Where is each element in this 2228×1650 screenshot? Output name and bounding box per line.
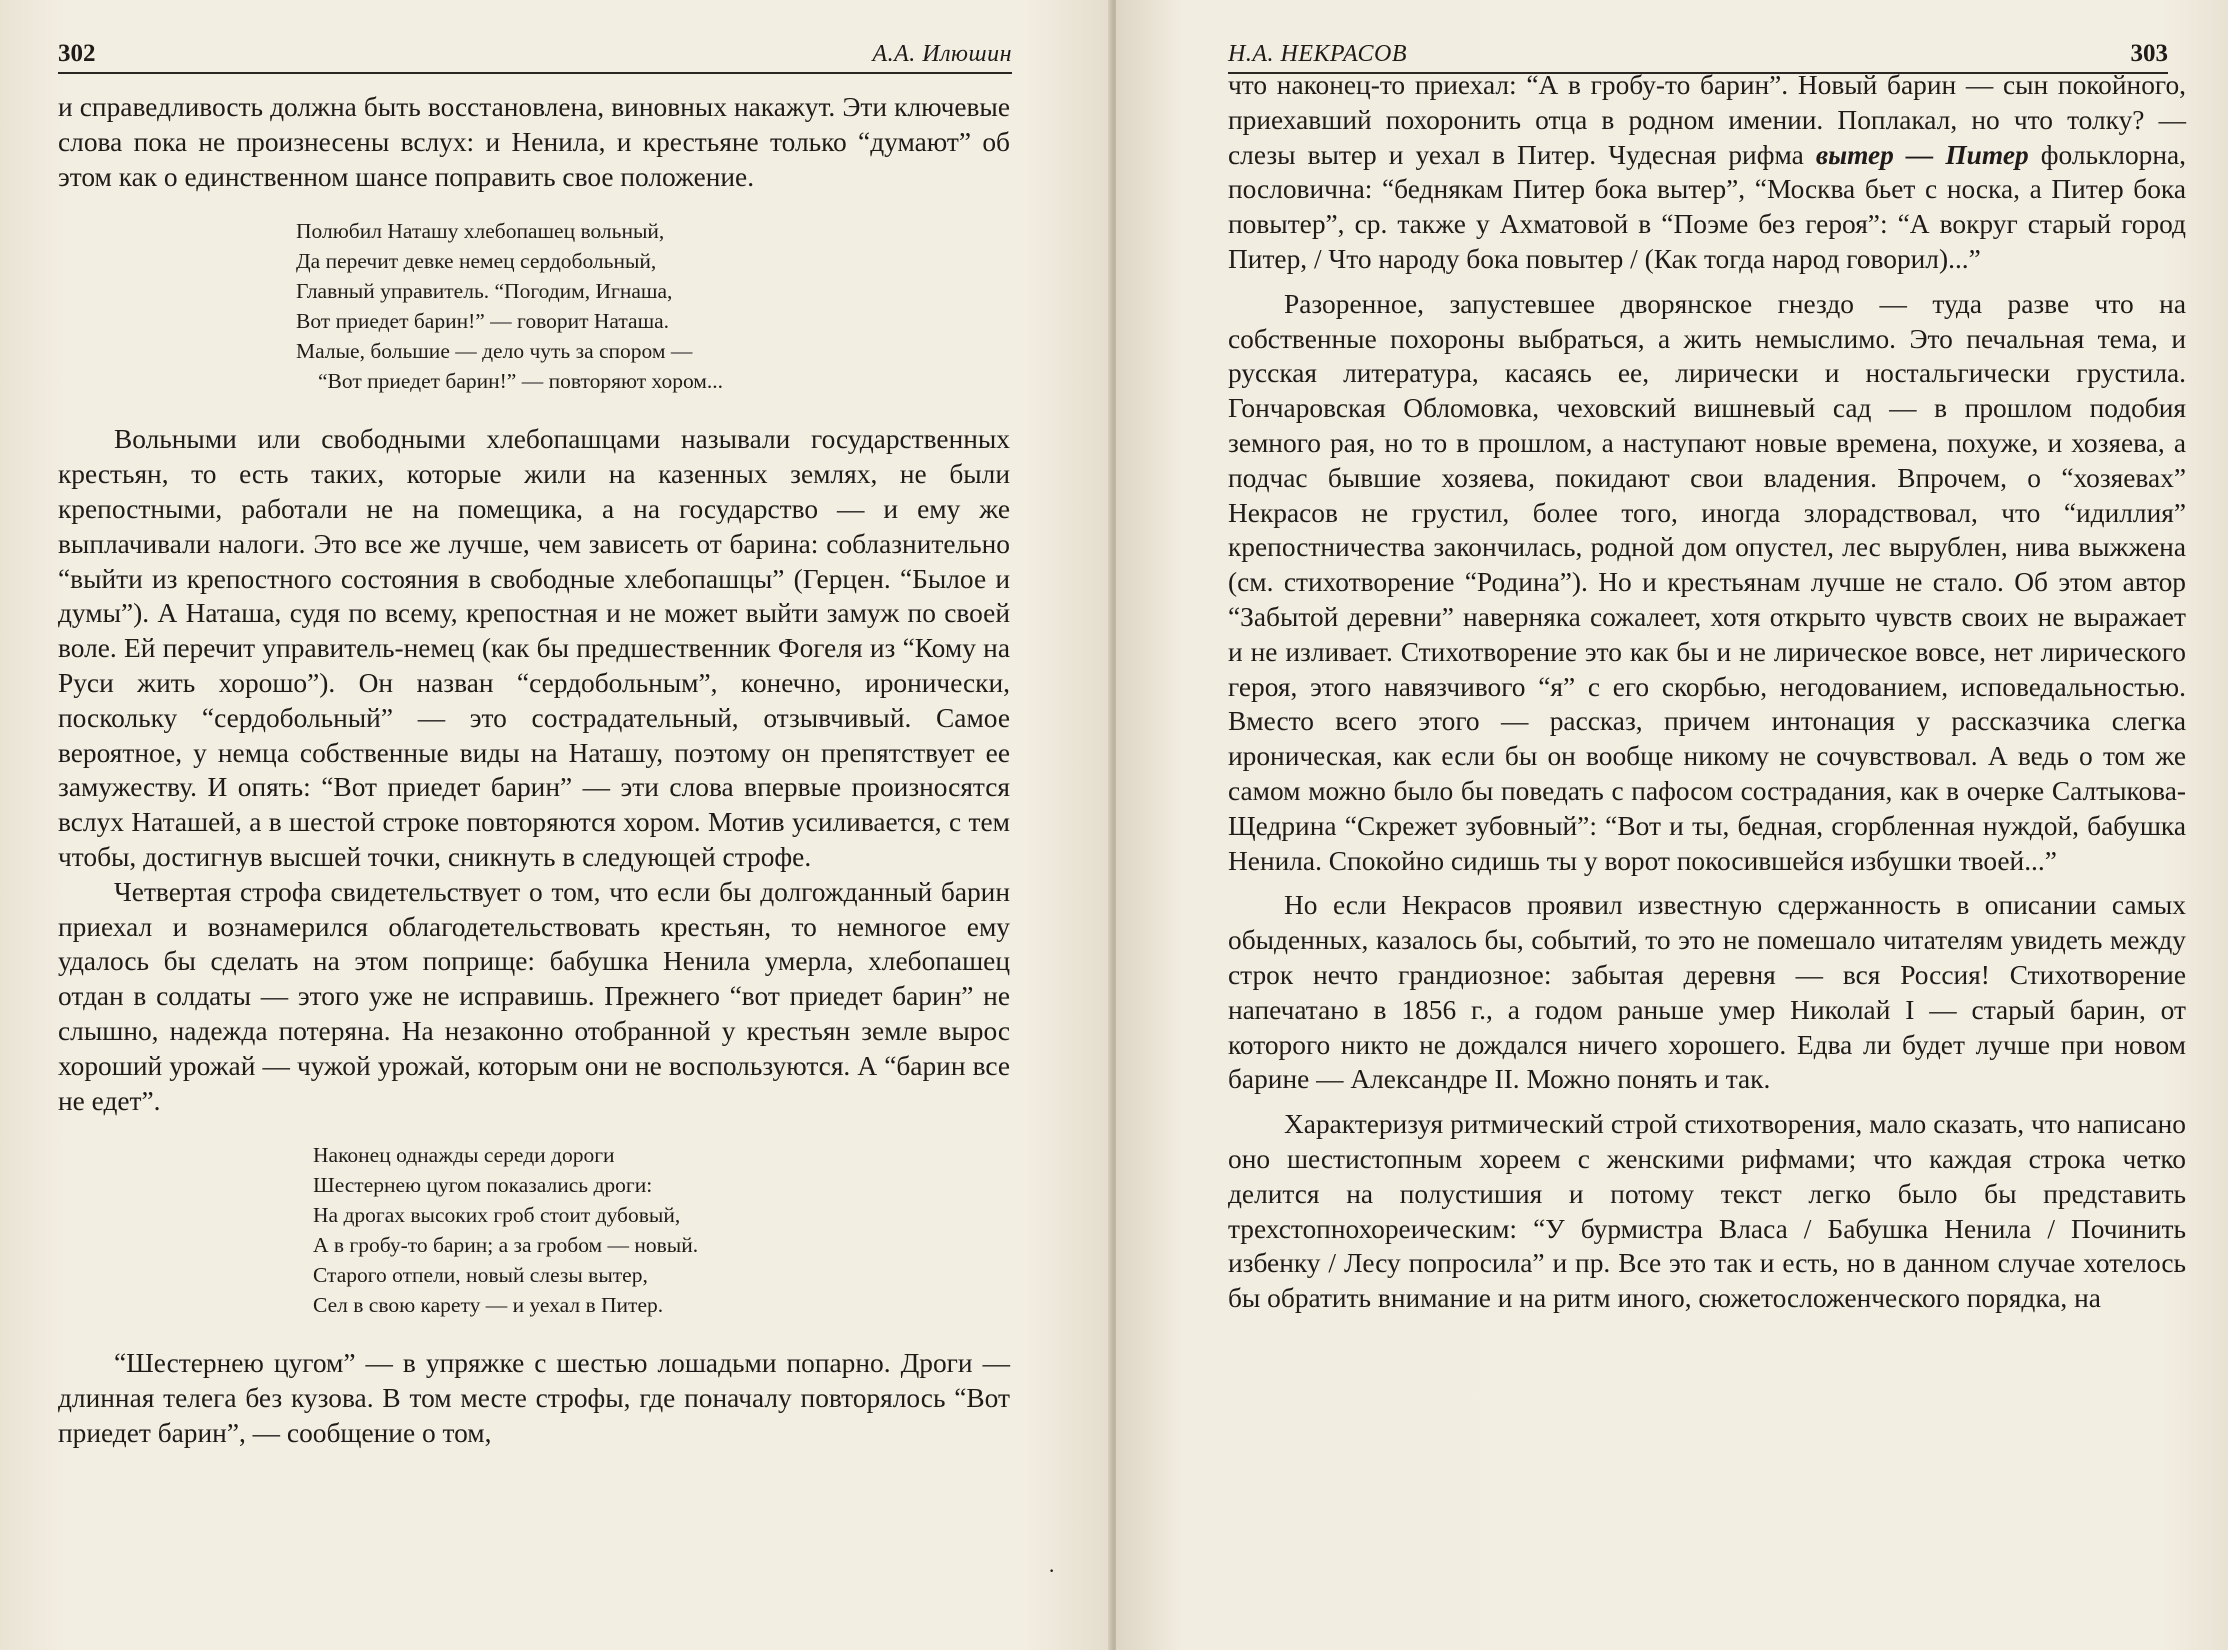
left-running-head bbox=[58, 28, 1012, 74]
poem-stanza-5 bbox=[313, 1140, 1010, 1320]
poem-line: Шестернею цугом показались дроги: bbox=[313, 1173, 653, 1198]
poem-line: Главный управитель. “Погодим, Игнаша, bbox=[296, 279, 673, 304]
poem-line: А в гробу-то барин; а за гробом — новый. bbox=[313, 1233, 699, 1258]
poem-line: Полюбил Наташу хлебопашец вольный, bbox=[296, 219, 665, 244]
left-page bbox=[0, 0, 1112, 1650]
right-paragraph-1 bbox=[1228, 68, 2186, 277]
poem-line: Сел в свою карету — и уехал в Питер. bbox=[313, 1293, 664, 1318]
margin-mark: · bbox=[1048, 1558, 1056, 1583]
poem-line: Старого отпели, новый слезы вытер, bbox=[313, 1263, 648, 1288]
emphasized-rhyme: вытер — Питер bbox=[1815, 139, 2029, 170]
right-paragraph-3: Но если Некрасов проявил известную сдержанность в описании самых обыденных, казалось бы, событий, то это не помешало читателям увидеть между строк нечто грандиозное: забытая деревня — вся Россия! Стихотворение напечатано в 1856 г., а годом раньше умер Николай I — старый барин, от которого никто не дождался ничего хорошего. Едва ли будет лучше при новом барине — Александре II. Можно понять и так. bbox=[1228, 890, 2186, 1095]
right-paragraph-2: Разоренное, запустевшее дворянское гнездо — туда разве что на собственные похороны выбраться, а жить немыслимо. Это печальная тема, и русская литература, касаясь ее, лирически и ностальгически грустила. Гончаровская Обломовка, чеховский вишневый сад — в прошлом подобия земного рая, но то в прошлом, а наступают новые времена, похуже, и хозяева, а подчас бывшие хозяева, покидают свои владения. Впрочем, о “хозяевах” Некрасов не грустил, более того, иногда злорадствовал, что “идиллия” крепостничества закончилась, родной дом опустел, лес вырублен, нива выжжена (см. стихотворение “Родина”). Но и крестьянам лучше не стало. Об этом автор “Забытой деревни” наверняка сожалеет, хотя открыто чувств своих не выражает и не изливает. Стихотворение это как бы и не лирическое вовсе, нет лирического героя, этого навязчивого “я” с его скорбью, негодованием, исповедальностью. Вместо всего этого — рассказ, причем интонация у рассказчика слегка ироническая, как если бы он вообще никому не сочувствовал. А ведь о том же самом можно было бы поведать с пафосом сострадания, как в очерке Салтыкова-Щедрина “Скрежет зубовный”: “Вот и ты, бедная, сгорбленная нуждой, бабушка Ненила. Спокойно сидишь ты у ворот покосившейся избушки твоей...” bbox=[1228, 288, 2186, 876]
paragraph-text: фольклорна, пословична: “беднякам Питер бока вытер”, “Москва бьет с носка, а Питер бока повытер”, ср. также у Ахматовой в “Поэме без героя”: “А вокруг старый город Питер, / Что народу бока повытер / (Как тогда народ говорил)...” bbox=[1228, 139, 2187, 274]
poem-line: Наконец однажды середи дороги bbox=[313, 1143, 615, 1168]
left-paragraph-1: и справедливость должна быть восстановлена, виновных накажут. Эти ключевые слова пока не произнесены вслух: и Ненила, и крестьяне только “думают” об этом как о единственном шансе поправить свое положение. bbox=[58, 92, 1010, 192]
right-page bbox=[1116, 0, 2228, 1650]
poem-line: “Вот приедет барин!” — повторяют хором... bbox=[318, 369, 724, 394]
poem-line: Да перечит девке немец сердобольный, bbox=[296, 249, 657, 274]
left-running-title: А.А. Илюшин bbox=[872, 41, 1012, 67]
poem-line: Вот приедет барин!” — говорит Наташа. bbox=[296, 309, 670, 334]
right-running-title: Н.А. НЕКРАСОВ bbox=[1228, 41, 1408, 67]
left-paragraph-2: Вольными или свободными хлебопашцами называли государственных крестьян, то есть таких, которые жили на казенных землях, не были крепостными, работали не на помещика, а на государство — и ему же выплачивали налоги. Это все же лучше, чем зависеть от барина: соблазнительно “выйти из крепостного состояния в свободные хлебопашцы” (Герцен. “Былое и думы”). А Наташа, судя по всему, крепостная и не может выйти замуж по своей воле. Ей перечит управитель-немец (как бы предшественник Фогеля из “Кому на Руси жить хорошо”). Он назван “сердобольным”, конечно, иронически, поскольку “сердобольный” — это сострадательный, отзывчивый. Самое вероятное, у немца собственные виды на Наташу, поэтому он препятствует ее замужеству. И опять: “Вот приедет барин” — эти слова впервые произносятся вслух Наташей, а в шестой строке повторяются хором. Мотив усиливается, с тем чтобы, достигнув высшей точки, сникнуть в следующей строфе. bbox=[58, 424, 1010, 872]
poem-stanza-3 bbox=[296, 216, 1010, 396]
right-page-number: 303 bbox=[2130, 40, 2168, 67]
left-text-block bbox=[58, 90, 1010, 1451]
poem-line: Малые, большие — дело чуть за спором — bbox=[296, 339, 693, 364]
paragraph-text: что наконец-то приехал: “А в гробу-то барин”. Новый барин — сын покойного, приехавший похоронить отца в родном имении. Поплакал, но что толку? — слезы вытер и уехал в Питер. Чудесная рифма bbox=[1228, 70, 2186, 170]
right-text-block bbox=[1228, 68, 2186, 1316]
left-paragraph-4: “Шестернею цугом” — в упряжке с шестью лошадьми попарно. Дроги — длинная телега без кузова. В том месте строфы, где поначалу повторялось “Вот приедет барин”, — сообщение о том, bbox=[58, 1348, 1010, 1448]
left-page-number: 302 bbox=[58, 40, 96, 67]
right-paragraph-4: Характеризуя ритмический строй стихотворения, мало сказать, что написано оно шестистопным хореем с женскими рифмами; что каждая строка четко делится на полустишия и потому текст легко было бы представить трехстопнохореическим: “У бурмистра Власа / Бабушка Ненила / Починить избенку / Лесу попросила” и пр. Все это так и есть, но в данном случае хотелось бы обратить внимание и на ритм иного, сюжетосложенческого порядка, на bbox=[1228, 1109, 2186, 1314]
left-paragraph-3: Четвертая строфа свидетельствует о том, что если бы долгожданный барин приехал и вознамерился облагодетельствовать крестьян, то немногое ему удалось бы сделать на этом поприще: бабушка Ненила умерла, хлебопашец отдан в солдаты — этого уже не исправишь. Прежнего “вот приедет барин” не слышно, надежда потеряна. На незаконно отобранной у крестьян земле вырос хороший урожай — чужой урожай, которым они не воспользуются. А “барин все не едет”. bbox=[58, 876, 1010, 1116]
poem-line: На дрогах высоких гроб стоит дубовый, bbox=[313, 1203, 681, 1228]
